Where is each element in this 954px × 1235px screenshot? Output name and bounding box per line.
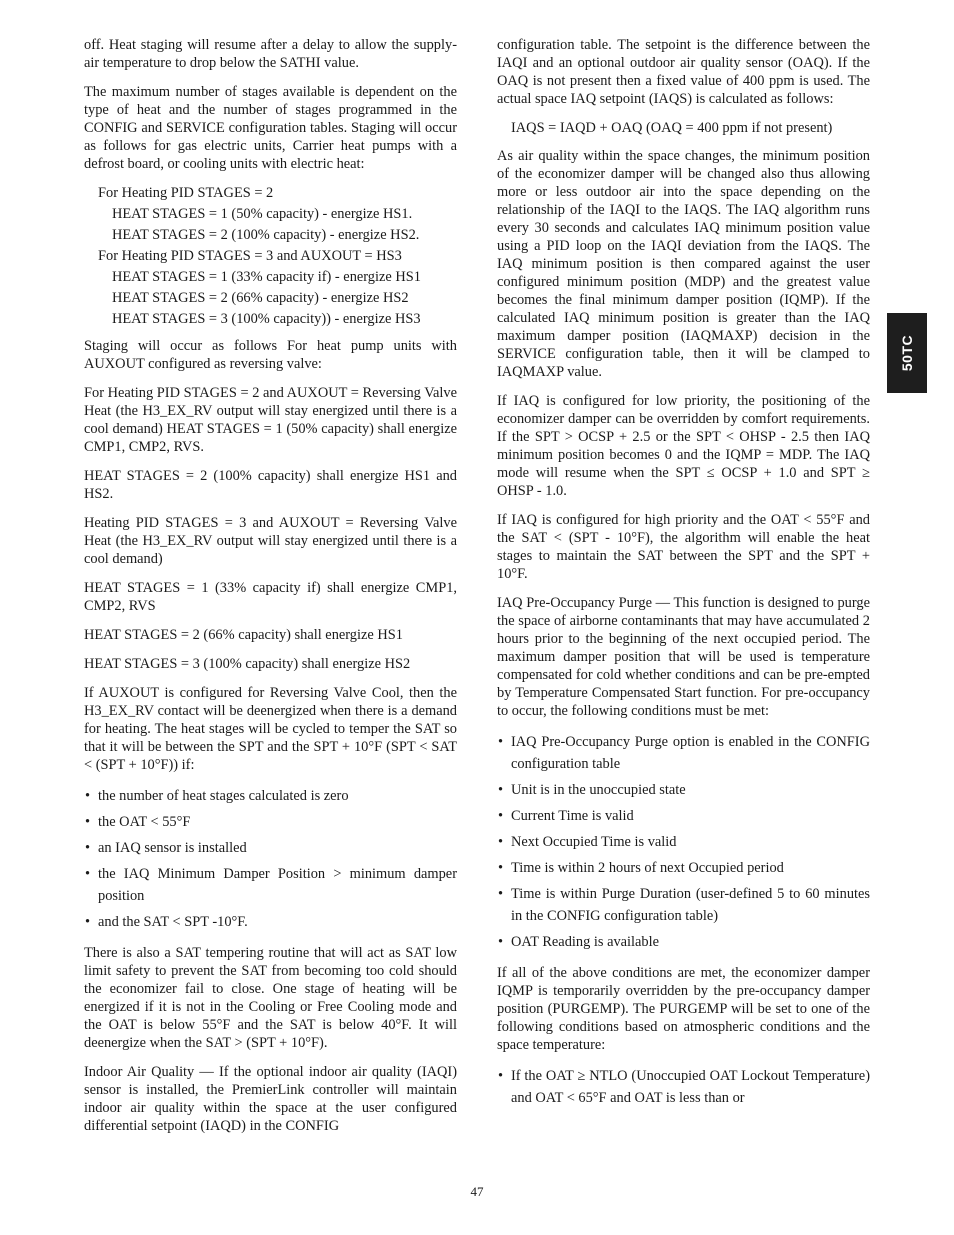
left-column [84,36,457,1146]
list-item: • Next Occupied Time is valid [497,831,870,853]
paragraph: off. Heat staging will resume after a delay to allow the supply-air temperature to drop below the SATHI value. [84,37,457,71]
right-column [497,36,870,1120]
list-item: • the OAT < 55°F [84,811,457,833]
list-item: • Time is within Purge Duration (user-defined 5 to 60 minutes in the CONFIG configuration table) [497,883,870,927]
list-item: • Time is within 2 hours of next Occupied period [497,857,870,879]
paragraph: If all of the above conditions are met, the economizer damper IQMP is temporarily overridden by the pre-occupancy damper position (PURGEMP). The PURGEMP will be set to one of the following conditions based on atmospheric conditions and the space temperature: [497,965,870,1053]
staging-line: HEAT STAGES = 2 (100% capacity) - energize HS2. [112,227,420,243]
list-item: • Unit is in the unoccupied state [497,779,870,801]
list-item: • the number of heat stages calculated is zero [84,785,457,807]
section-tab-label: 50TC [898,334,915,372]
condition-list [84,785,457,933]
paragraph: HEAT STAGES = 2 (66% capacity) shall energize HS1 [84,627,403,643]
paragraph: Staging will occur as follows For heat pump units with AUXOUT configured as reversing valve: [84,338,457,372]
list-item: • the IAQ Minimum Damper Position > minimum damper position [84,863,457,907]
paragraph: There is also a SAT tempering routine that will act as SAT low limit safety to prevent the SAT from becoming too cold should the economizer fail to close. One stage of heating will be energized if it is not in the Cooling or Free Cooling mode and the OAT is below 55°F and the SAT is below 40°F. It will deenergize when the SAT > (SPT + 10°F). [84,945,457,1051]
paragraph: HEAT STAGES = 1 (33% capacity if) shall energize CMP1, CMP2, RVS [84,580,457,614]
paragraph: If IAQ is configured for low priority, the positioning of the economizer damper can be overridden by comfort requirements. If the SPT > OCSP + 2.5 or the SPT < OHSP - 2.5 then IAQ minimum position becomes 0 and the IQMP = MDP. The IAQ mode will resume when the SPT ≤ OCSP + 1.0 and SPT ≥ OHSP - 1.0. [497,393,870,499]
paragraph: The maximum number of stages available is dependent on the type of heat and the number of stages programmed in the CONFIG and SERVICE configuration tables. Staging will occur as follows for gas electric units, Carrier heat pumps with a defrost board, or cooling units with electric heat: [84,84,457,172]
condition-list [497,731,870,953]
staging-heading: For Heating PID STAGES = 2 [98,185,274,201]
paragraph: configuration table. The setpoint is the difference between the IAQI and an optional outdoor air quality sensor (OAQ). If the OAQ is not present then a fixed value of 400 ppm is used. The actual space IAQ setpoint (IAQS) is calculated as follows: [497,37,870,107]
list-item: • If the OAT ≥ NTLO (Unoccupied OAT Lockout Temperature) and OAT < 65°F and OAT is less than or [497,1065,870,1109]
paragraph: HEAT STAGES = 2 (100% capacity) shall energize HS1 and HS2. [84,468,457,502]
paragraph: Heating PID STAGES = 3 and AUXOUT = Reversing Valve Heat (the H3_EX_RV output will stay energized until there is a cool demand) [84,515,457,567]
paragraph: If IAQ is configured for high priority and the OAT < 55°F and the SAT < (SPT - 10°F), the algorithm will enable the heat stages to maintain the SAT between the SPT and the SPT + 10°F. [497,512,870,582]
list-item: • Current Time is valid [497,805,870,827]
paragraph: If AUXOUT is configured for Reversing Valve Cool, then the H3_EX_RV contact will be deenergized when there is a demand for heating. The heat stages will be cycled to temper the SAT so that it will be between the SPT and the SPT + 10°F (SPT < SAT < (SPT + 10°F)) if: [84,685,457,773]
list-item: • IAQ Pre-Occupancy Purge option is enabled in the CONFIG configuration table [497,731,870,775]
staging-line: HEAT STAGES = 2 (66% capacity) - energize HS2 [112,290,409,306]
paragraph: Indoor Air Quality — If the optional indoor air quality (IAQI) sensor is installed, the PremierLink controller will maintain indoor air quality within the space at the user configured differential setpoint (IAQD) in the CONFIG [84,1064,457,1134]
staging-line: HEAT STAGES = 1 (33% capacity if) - energize HS1 [112,269,421,285]
list-item: • and the SAT < SPT -10°F. [84,911,457,933]
list-item: • OAT Reading is available [497,931,870,953]
section-tab [887,313,927,393]
staging-line: HEAT STAGES = 3 (100% capacity)) - energize HS3 [112,311,421,327]
condition-list [497,1065,870,1109]
paragraph: HEAT STAGES = 3 (100% capacity) shall energize HS2 [84,656,411,672]
staging-line: HEAT STAGES = 1 (50% capacity) - energize HS1. [112,206,413,222]
paragraph: IAQ Pre-Occupancy Purge — This function is designed to purge the space of airborne contaminants that may have accumulated 2 hours prior to the beginning of the next occupied period. The maximum damper position that will be used is temperature compensated for cold whether conditions and can be pre-empted by Temperature Compensated Start function. For pre-occupancy to occur, the following conditions must be met: [497,595,870,719]
page-number: 47 [470,1184,484,1199]
iaqs-formula: IAQS = IAQD + OAQ (OAQ = 400 ppm if not present) [511,120,833,136]
paragraph: As air quality within the space changes, the minimum position of the economizer damper will be changed also thus allowing more or less outdoor air into the space depending on the relationship of the IAQI to the IAQS. The IAQ algorithm runs every 30 seconds and calculates IAQ minimum position value using a PID loop on the IAQI deviation from the IAQS. The IAQ minimum position is then compared against the user configured minimum position (MDP) and the greatest value becomes the final minimum damper position (IQMP). If the calculated IAQ minimum position is greater than the IAQ maximum damper position (IAQMAXP) decision in the SERVICE configuration table, then it will be clamped to IAQMAXP value. [497,148,870,380]
paragraph: For Heating PID STAGES = 2 and AUXOUT = Reversing Valve Heat (the H3_EX_RV output will stay energized until there is a cool demand) HEAT STAGES = 1 (50% capacity) shall energize CMP1, CMP2, RVS. [84,385,457,455]
staging-heading: For Heating PID STAGES = 3 and AUXOUT = HS3 [98,248,402,264]
list-item: • an IAQ sensor is installed [84,837,457,859]
